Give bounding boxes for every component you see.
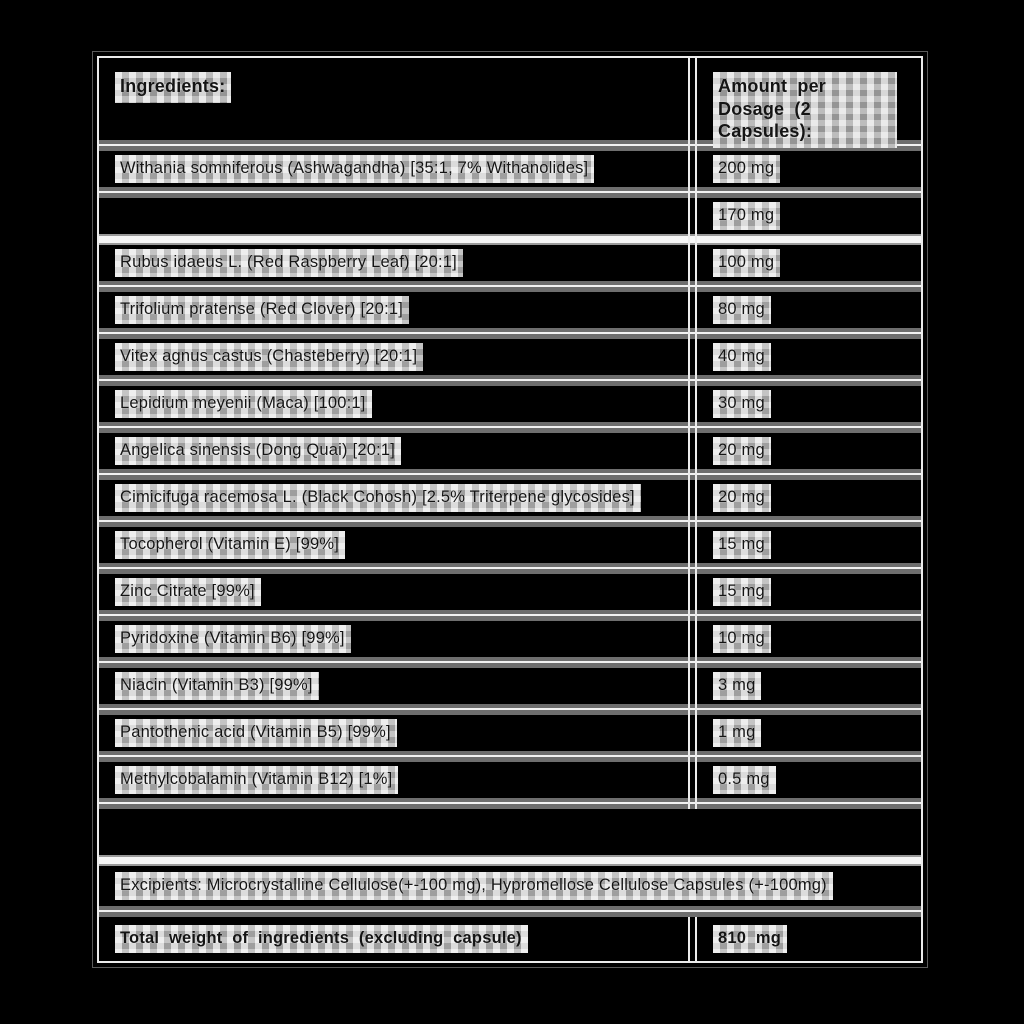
ingredient-amount: 30 mg [713, 390, 771, 419]
ingredient-amount: 3 mg [713, 672, 761, 701]
ingredient-name: Angelica sinensis (Dong Quai) [20:1] [115, 437, 401, 466]
ingredient-name: Lepidium meyenii (Maca) [100:1] [115, 390, 372, 419]
ingredient-row [99, 339, 921, 375]
ingredient-name: Cimicifuga racemosa L. (Black Cohosh) [2.5% Triterpene glycosides] [115, 484, 641, 513]
row-separator [99, 516, 921, 527]
ingredient-row [99, 574, 921, 610]
row-separator [99, 751, 921, 762]
ingredient-amount: 200 mg [713, 155, 780, 184]
ingredient-row [99, 245, 921, 281]
total-zone [99, 917, 921, 961]
ingredient-rows [99, 151, 921, 809]
ingredient-name: Pantothenic acid (Vitamin B5) [99%] [115, 719, 397, 748]
supplement-facts-table [92, 51, 928, 968]
header-cell-ingredients [99, 72, 688, 103]
ingredient-amount-cell [688, 202, 921, 231]
row-separator [99, 657, 921, 668]
amount-column-header: Amount per Dosage (2 Capsules): [713, 72, 897, 148]
ingredient-name-cell [99, 766, 688, 795]
ingredient-row [99, 480, 921, 516]
ingredient-row [99, 292, 921, 328]
ingredient-name-cell [99, 249, 688, 278]
row-separator [99, 704, 921, 715]
ingredient-name-cell [99, 484, 688, 513]
ingredient-amount: 1 mg [713, 719, 761, 748]
row-separator [99, 906, 921, 917]
total-amount: 810 mg [713, 925, 787, 954]
ingredient-amount: 170 mg [713, 202, 780, 231]
row-separator [99, 469, 921, 480]
excipients-text: Excipients: Microcrystalline Cellulose(+-100 mg), Hypromellose Cellulose Capsules (+-100mg) [115, 872, 833, 901]
ingredient-amount-cell [688, 343, 921, 372]
total-amount-cell [688, 925, 921, 954]
ingredient-amount: 40 mg [713, 343, 771, 372]
empty-spacer-row [99, 809, 921, 855]
table-header-row [99, 58, 921, 140]
ingredient-amount-cell [688, 484, 921, 513]
ingredient-amount-cell [688, 155, 921, 184]
ingredient-amount: 10 mg [713, 625, 771, 654]
ingredient-name: Vitex agnus castus (Chasteberry) [20:1] [115, 343, 423, 372]
ingredient-name: Rubus idaeus L. (Red Raspberry Leaf) [20:1] [115, 249, 463, 278]
ingredient-name-cell [99, 578, 688, 607]
ingredient-amount-cell [688, 390, 921, 419]
ingredient-name-cell [99, 672, 688, 701]
ingredient-amount: 15 mg [713, 578, 771, 607]
ingredient-amount-cell [688, 437, 921, 466]
row-separator [99, 328, 921, 339]
ingredient-name-cell [99, 296, 688, 325]
ingredient-name: Tocopherol (Vitamin E) [99%] [115, 531, 345, 560]
ingredient-amount: 100 mg [713, 249, 780, 278]
row-separator [99, 563, 921, 574]
ingredient-row [99, 715, 921, 751]
ingredient-name-cell [99, 343, 688, 372]
row-separator [99, 187, 921, 198]
ingredient-amount: 20 mg [713, 484, 771, 513]
ingredient-amount: 80 mg [713, 296, 771, 325]
row-separator [99, 855, 921, 866]
ingredient-amount-cell [688, 249, 921, 278]
row-separator [99, 610, 921, 621]
ingredient-name-cell [99, 437, 688, 466]
ingredients-column-header: Ingredients: [115, 72, 231, 103]
ingredient-name: Zinc Citrate [99%] [115, 578, 261, 607]
ingredient-amount-cell [688, 578, 921, 607]
ingredient-name-cell [99, 155, 688, 184]
total-label-cell [99, 925, 688, 954]
ingredient-amount-cell [688, 296, 921, 325]
ingredient-row [99, 762, 921, 798]
ingredient-amount-cell [688, 625, 921, 654]
row-separator [99, 234, 921, 245]
ingredient-name: Trifolium pratense (Red Clover) [20:1] [115, 296, 409, 325]
ingredient-name-cell [99, 719, 688, 748]
ingredient-row [99, 527, 921, 563]
row-separator [99, 375, 921, 386]
ingredient-row [99, 433, 921, 469]
ingredient-amount-cell [688, 766, 921, 795]
ingredient-name: Withania somniferous (Ashwagandha) [35:1, 7% Withanolides] [115, 155, 594, 184]
ingredient-row [99, 668, 921, 704]
total-label: Total weight of ingredients (excluding capsule) [115, 925, 528, 954]
two-column-zone [99, 58, 921, 809]
ingredient-name-cell [99, 390, 688, 419]
excipients-row [99, 866, 921, 906]
ingredient-name-cell [99, 531, 688, 560]
ingredient-amount-cell [688, 672, 921, 701]
ingredient-amount-cell [688, 719, 921, 748]
row-separator [99, 281, 921, 292]
row-separator [99, 798, 921, 809]
table-frame [97, 56, 923, 963]
ingredient-row [99, 151, 921, 187]
ingredient-row [99, 198, 921, 234]
ingredient-amount: 20 mg [713, 437, 771, 466]
ingredient-name-cell [99, 625, 688, 654]
ingredient-amount: 15 mg [713, 531, 771, 560]
ingredient-name: Pyridoxine (Vitamin B6) [99%] [115, 625, 351, 654]
header-cell-amount [688, 72, 921, 148]
total-row [99, 917, 921, 961]
ingredient-name: Niacin (Vitamin B3) [99%] [115, 672, 319, 701]
ingredient-amount: 0.5 mg [713, 766, 776, 795]
ingredient-name: Methylcobalamin (Vitamin B12) [1%] [115, 766, 398, 795]
row-separator [99, 422, 921, 433]
ingredient-row [99, 386, 921, 422]
ingredient-amount-cell [688, 531, 921, 560]
ingredient-row [99, 621, 921, 657]
